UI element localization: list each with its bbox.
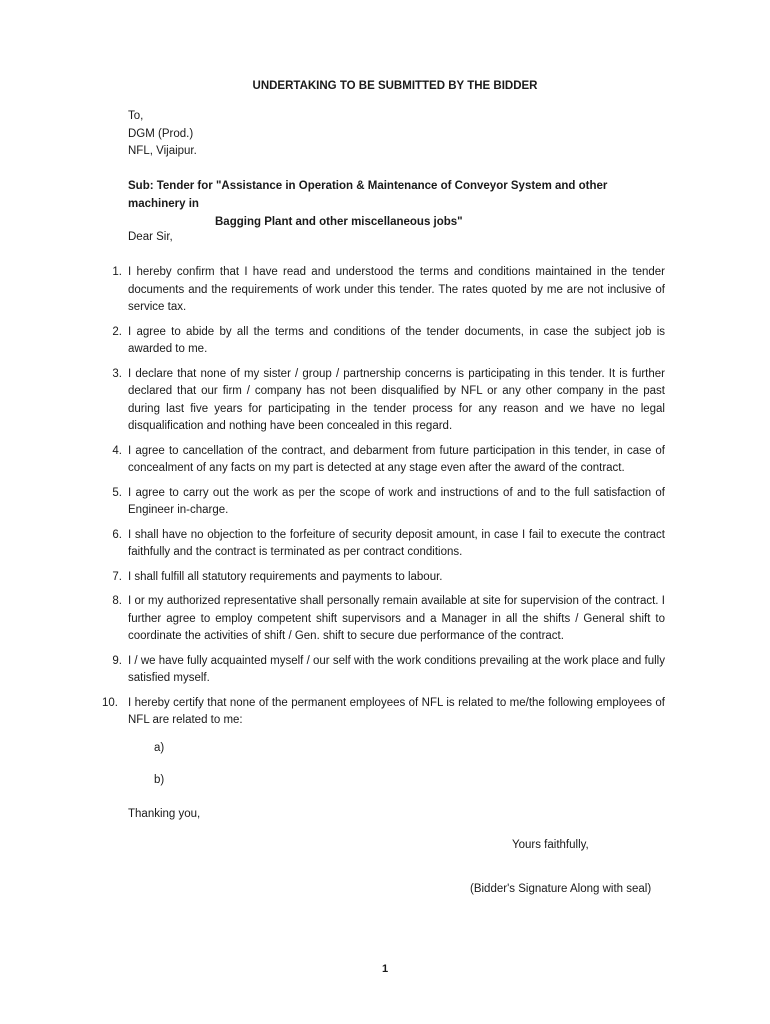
list-item-text: I shall fulfill all statutory requirements and payments to labour. [128, 570, 443, 583]
list-item-text: I shall have no objection to the forfeiture of security deposit amount, in case I fail to execute the contract faithfully and the contract is terminated as per contract conditions. [128, 528, 665, 558]
list-item [0, 527, 770, 562]
list-item-text: I agree to carry out the work as per the scope of work and instructions of and to the full satisfaction of Engineer in-charge. [128, 486, 665, 516]
list-item-number: 1. [112, 266, 122, 278]
list-item [0, 485, 770, 520]
list-item-number: 7. [112, 570, 122, 583]
closing-line: Thanking you, [128, 808, 201, 820]
address-line-to: To, [128, 110, 144, 122]
salutation: Dear Sir, [128, 231, 173, 243]
list-item [0, 653, 770, 688]
list-item [0, 443, 770, 478]
page-number: 1 [381, 963, 389, 975]
list-item [0, 593, 770, 646]
list-item-number: 6. [112, 528, 122, 541]
list-item-number: 9. [112, 654, 122, 667]
list-item-text: I / we have fully acquainted myself / our self with the work conditions prevailing at the work place and fully satisfied myself. [128, 654, 665, 684]
list-item-text: I declare that none of my sister / group / partnership concerns is participating in this tender. It is further declared that our firm / company has not been disqualified by NFL or any other company in the past during last five years for participating in the tender process for any reason and we have no legal disqualification and nothing have been concealed in this regard. [128, 367, 665, 432]
list-item [0, 324, 770, 359]
list-item [0, 264, 770, 317]
signature-caption: (Bidder's Signature Along with seal) [470, 883, 652, 895]
list-item-number: 2. [112, 325, 122, 338]
list-item-text: I agree to cancellation of the contract, and debarment from future participation in this tender, in case of concealment of any facts on my part is detected at any stage even after the award of the contract. [128, 444, 665, 474]
related-employees-list [154, 740, 770, 804]
list-item [0, 366, 770, 436]
valediction: Yours faithfully, [512, 839, 589, 851]
subject-line [128, 177, 665, 231]
list-item-text: I or my authorized representative shall personally remain available at site for supervision of the contract. I further agree to employ competent shift supervisors and a Manager in all the shifts / General shift to coordinate the activities of shift / Gen. shift to secure due performance of the contract. [128, 595, 665, 642]
undertaking-points-list [0, 264, 770, 811]
document-title: UNDERTAKING TO BE SUBMITTED BY THE BIDDER [252, 80, 538, 92]
related-employee-entry-b: b) [154, 773, 165, 786]
list-item-text: I hereby certify that none of the permanent employees of NFL is related to me/the following employees of NFL are related to me: [128, 696, 665, 726]
list-item-number: 4. [112, 444, 122, 457]
related-employee-entry-a: a) [154, 741, 165, 754]
list-item-text: I agree to abide by all the terms and conditions of the tender documents, in case the subject job is awarded to me. [128, 325, 665, 355]
subject-line-1: Sub: Tender for "Assistance in Operation & Maintenance of Conveyor System and other machinery in [128, 180, 608, 210]
recipient-address [128, 108, 197, 161]
list-item-number: 10. [102, 696, 118, 709]
list-item-text: I hereby confirm that I have read and understood the terms and conditions maintained in the tender documents and the requirements of work under this tender. The rates quoted by me are not inclusive of service tax. [128, 266, 665, 313]
address-line-designation: DGM (Prod.) [128, 127, 194, 140]
list-item-number: 8. [112, 595, 122, 607]
address-line-location: NFL, Vijaipur. [128, 145, 197, 157]
list-item [0, 695, 770, 804]
subject-line-2: Bagging Plant and other miscellaneous jobs" [215, 216, 463, 228]
list-item-number: 3. [112, 367, 122, 380]
list-item-number: 5. [112, 486, 122, 499]
list-item [0, 569, 770, 587]
